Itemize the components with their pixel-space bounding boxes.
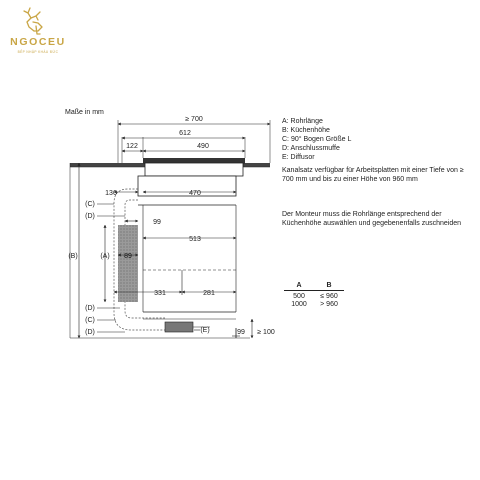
floor — [70, 328, 250, 338]
dim-122: 122 — [126, 143, 138, 150]
dim-490: 490 — [197, 143, 209, 150]
dim-height-100: ≥ 100 — [257, 329, 275, 336]
units-label: Maße in mm — [65, 109, 104, 116]
label-D-bottom: (D) — [85, 329, 95, 336]
legend-item-C: C: 90° Bogen Größe L — [282, 136, 352, 143]
table-header-A: A — [284, 282, 314, 291]
label-B: (B) — [68, 253, 78, 260]
table-cell: 500 — [293, 293, 305, 300]
label-E: (E) — [200, 327, 210, 334]
label-C-top: (C) — [85, 201, 95, 208]
extension-lines — [70, 120, 270, 338]
legend — [282, 117, 351, 162]
dim-height-99: 99 — [237, 329, 245, 336]
table-row — [284, 301, 344, 309]
legend-item-E: E: Diffusor — [282, 154, 315, 161]
table-header-B: B — [314, 282, 344, 291]
dim-total-width: ≥ 700 — [185, 116, 203, 123]
dim-513: 513 — [189, 236, 201, 243]
dim-99-top: 99 — [153, 219, 161, 226]
dim-136: 136 — [105, 190, 117, 197]
note-kit-availability: Kanalsatz verfügbar für Arbeitsplatten mit einer Tiefe von ≥ 700 mm und bis zu einer Höhe von 960 mm — [282, 167, 464, 183]
table-cell: 1000 — [291, 301, 307, 308]
table-cell: ≤ 960 — [320, 293, 338, 300]
legend-item-D: D: Anschlussmuffe — [282, 145, 340, 152]
dim-331: 331 — [154, 290, 166, 297]
table-row — [284, 291, 344, 302]
hob — [138, 158, 245, 205]
table-cell: > 960 — [320, 301, 338, 308]
label-D-mid: (D) — [85, 305, 95, 312]
length-table — [284, 282, 344, 309]
brand-name: NGOCEU — [10, 36, 66, 48]
dim-89: 89 — [124, 253, 132, 260]
legend-item-A: A: Rohrlänge — [282, 118, 323, 125]
brand-tagline: BẾP NHẬP KHẨU ĐỨC — [17, 50, 59, 54]
label-D-top: (D) — [85, 213, 95, 220]
label-C-bottom: (C) — [85, 317, 95, 324]
dim-281: 281 — [203, 290, 215, 297]
note-installer: Der Monteur muss die Rohrlänge entsprechend der Küchenhöhe auswählen und gegebenenfalls zuschneiden — [282, 211, 462, 227]
label-A: (A) — [100, 253, 110, 260]
duct-section — [118, 225, 138, 302]
dim-470: 470 — [189, 190, 201, 197]
legend-item-B: B: Küchenhöhe — [282, 127, 330, 134]
dim-612: 612 — [179, 130, 191, 137]
